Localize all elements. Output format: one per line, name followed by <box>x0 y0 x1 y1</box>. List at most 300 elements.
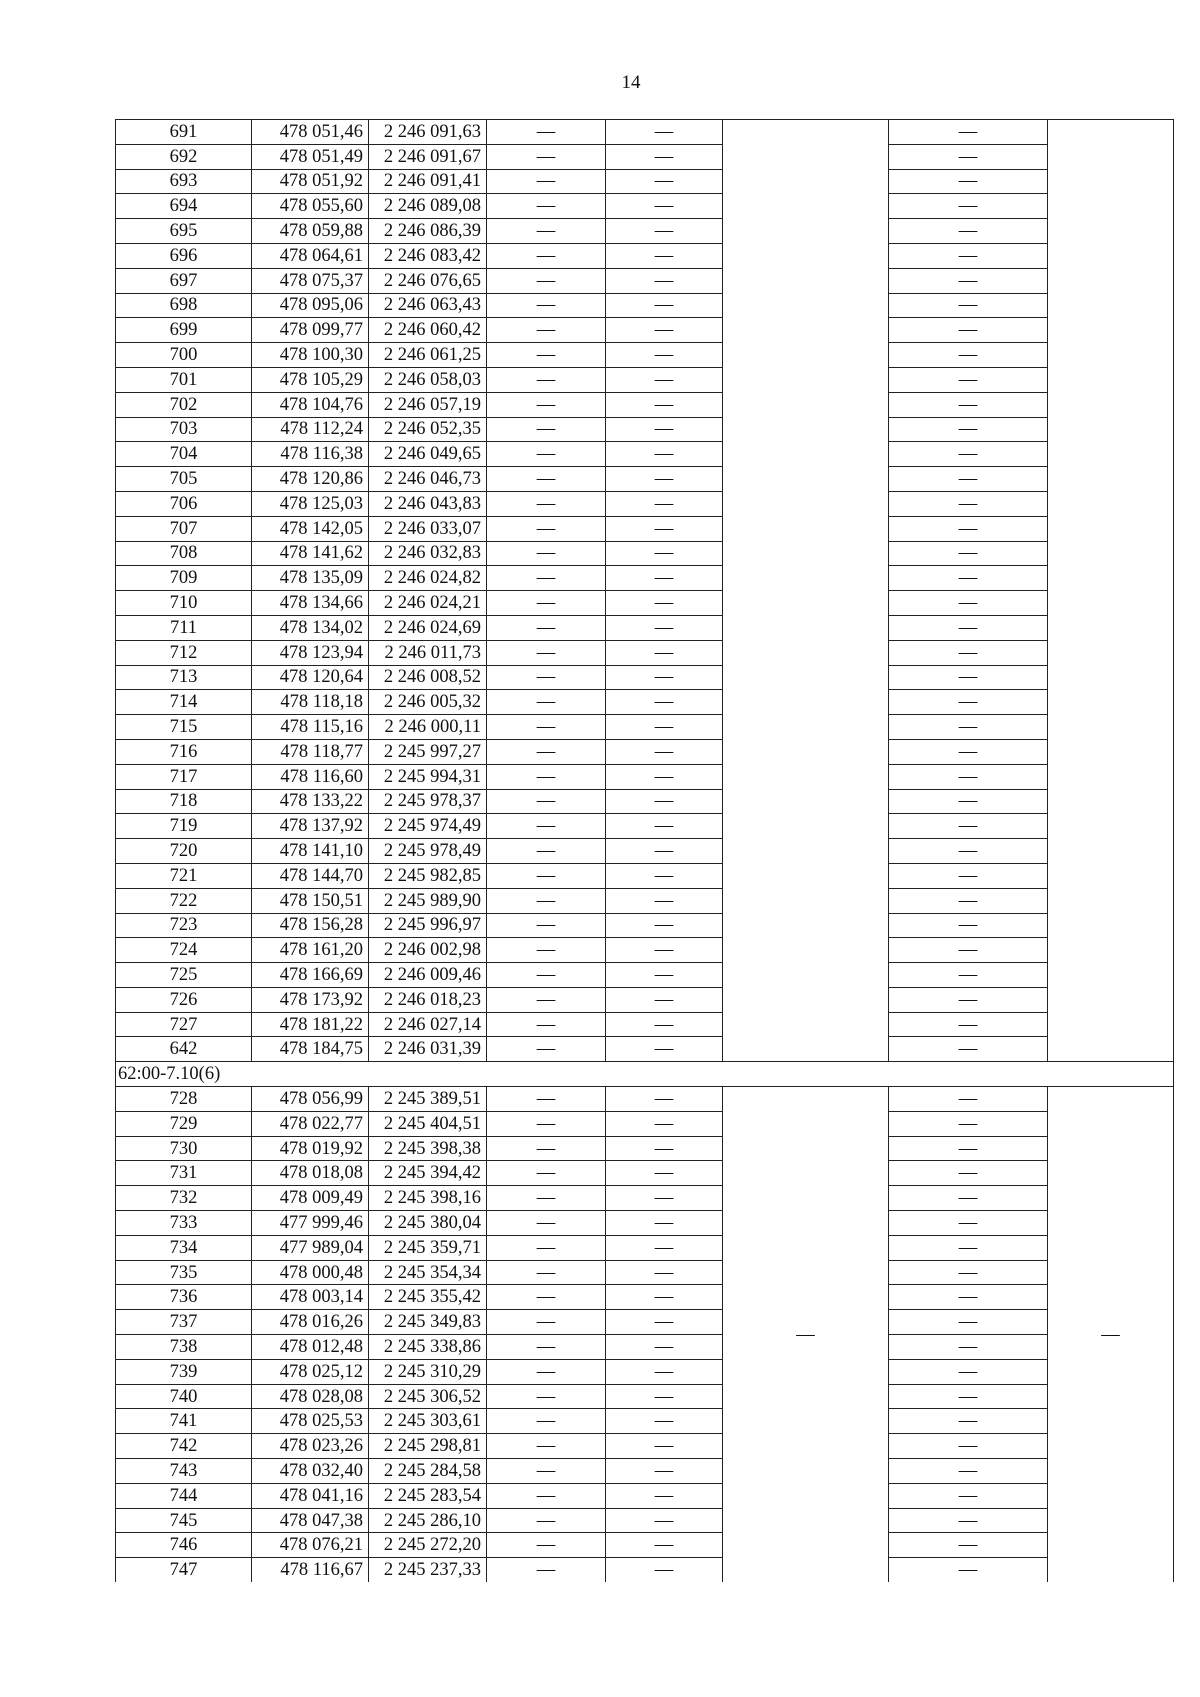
point-number-cell: 714 <box>116 690 252 715</box>
point-number-cell: 698 <box>116 293 252 318</box>
table-row <box>116 591 1174 616</box>
dash-cell: — <box>889 690 1048 715</box>
dash-cell: — <box>487 442 606 467</box>
x-coordinate-cell: 478 016,26 <box>252 1310 369 1335</box>
dash-cell: — <box>487 1310 606 1335</box>
dash-cell: — <box>487 839 606 864</box>
dash-cell: — <box>606 194 723 219</box>
point-number-cell: 716 <box>116 739 252 764</box>
point-number-cell: 708 <box>116 541 252 566</box>
y-coordinate-cell: 2 246 049,65 <box>369 442 487 467</box>
dash-cell: — <box>487 243 606 268</box>
point-number-cell: 693 <box>116 169 252 194</box>
y-coordinate-cell: 2 245 982,85 <box>369 863 487 888</box>
point-number-cell: 702 <box>116 392 252 417</box>
point-number-cell: 721 <box>116 863 252 888</box>
table-row <box>116 1558 1174 1582</box>
dash-cell: — <box>889 1037 1048 1062</box>
dash-cell: — <box>487 1161 606 1186</box>
point-number-cell: 696 <box>116 243 252 268</box>
dash-cell: — <box>487 938 606 963</box>
dash-cell: — <box>487 367 606 392</box>
y-coordinate-cell: 2 245 283,54 <box>369 1483 487 1508</box>
y-coordinate-cell: 2 245 286,10 <box>369 1508 487 1533</box>
table-row <box>116 1434 1174 1459</box>
dash-cell: — <box>606 516 723 541</box>
point-number-cell: 743 <box>116 1459 252 1484</box>
point-number-cell: 700 <box>116 343 252 368</box>
dash-cell: — <box>487 690 606 715</box>
table-row <box>116 491 1174 516</box>
dash-cell: — <box>889 1012 1048 1037</box>
x-coordinate-cell: 478 161,20 <box>252 938 369 963</box>
dash-cell: — <box>889 591 1048 616</box>
dash-cell: — <box>606 1260 723 1285</box>
dash-cell: — <box>487 913 606 938</box>
table-row <box>116 888 1174 913</box>
y-coordinate-cell: 2 246 083,42 <box>369 243 487 268</box>
table-row <box>116 144 1174 169</box>
dash-cell: — <box>487 987 606 1012</box>
table-row <box>116 1310 1174 1335</box>
dash-cell: — <box>487 516 606 541</box>
dash-cell: — <box>606 1012 723 1037</box>
dash-cell: — <box>889 1136 1048 1161</box>
y-coordinate-cell: 2 245 398,16 <box>369 1186 487 1211</box>
dash-cell: — <box>889 987 1048 1012</box>
dash-cell: — <box>606 814 723 839</box>
x-coordinate-cell: 478 166,69 <box>252 963 369 988</box>
dash-cell: — <box>487 739 606 764</box>
table-row <box>116 1384 1174 1409</box>
dash-cell: — <box>889 615 1048 640</box>
y-coordinate-cell: 2 245 398,38 <box>369 1136 487 1161</box>
dash-cell: — <box>606 1235 723 1260</box>
y-coordinate-cell: 2 245 355,42 <box>369 1285 487 1310</box>
x-coordinate-cell: 478 022,77 <box>252 1111 369 1136</box>
dash-cell: — <box>487 268 606 293</box>
point-number-cell: 709 <box>116 566 252 591</box>
x-coordinate-cell: 478 012,48 <box>252 1335 369 1360</box>
table-row <box>116 1136 1174 1161</box>
dash-cell: — <box>889 392 1048 417</box>
x-coordinate-cell: 478 025,53 <box>252 1409 369 1434</box>
dash-cell: — <box>606 467 723 492</box>
dash-cell: — <box>606 839 723 864</box>
dash-cell: — <box>487 467 606 492</box>
point-number-cell: 710 <box>116 591 252 616</box>
point-number-cell: 732 <box>116 1186 252 1211</box>
x-coordinate-cell: 478 137,92 <box>252 814 369 839</box>
y-coordinate-cell: 2 246 024,21 <box>369 591 487 616</box>
dash-cell: — <box>889 938 1048 963</box>
table-row <box>116 913 1174 938</box>
point-number-cell: 724 <box>116 938 252 963</box>
dash-cell: — <box>606 863 723 888</box>
point-number-cell: 711 <box>116 615 252 640</box>
dash-cell: — <box>606 169 723 194</box>
y-coordinate-cell: 2 245 394,42 <box>369 1161 487 1186</box>
dash-cell: — <box>889 1384 1048 1409</box>
y-coordinate-cell: 2 246 009,46 <box>369 963 487 988</box>
point-number-cell: 642 <box>116 1037 252 1062</box>
point-number-cell: 695 <box>116 219 252 244</box>
dash-cell: — <box>487 1434 606 1459</box>
table-row <box>116 1235 1174 1260</box>
x-coordinate-cell: 478 118,77 <box>252 739 369 764</box>
table-row <box>116 169 1174 194</box>
x-coordinate-cell: 478 003,14 <box>252 1285 369 1310</box>
dash-cell: — <box>487 789 606 814</box>
x-coordinate-cell: 478 144,70 <box>252 863 369 888</box>
x-coordinate-cell: 478 116,60 <box>252 764 369 789</box>
point-number-cell: 706 <box>116 491 252 516</box>
dash-cell: — <box>606 417 723 442</box>
y-coordinate-cell: 2 246 027,14 <box>369 1012 487 1037</box>
merged-value-cell <box>1048 120 1174 1062</box>
table-row <box>116 1508 1174 1533</box>
x-coordinate-cell: 478 095,06 <box>252 293 369 318</box>
dash-cell: — <box>889 442 1048 467</box>
y-coordinate-cell: 2 246 061,25 <box>369 343 487 368</box>
y-coordinate-cell: 2 246 091,67 <box>369 144 487 169</box>
merged-value-cell: — <box>1048 1087 1174 1582</box>
table-row <box>116 938 1174 963</box>
dash-cell: — <box>606 1186 723 1211</box>
x-coordinate-cell: 478 105,29 <box>252 367 369 392</box>
x-coordinate-cell: 478 115,16 <box>252 715 369 740</box>
x-coordinate-cell: 478 118,18 <box>252 690 369 715</box>
point-number-cell: 691 <box>116 120 252 145</box>
y-coordinate-cell: 2 246 089,08 <box>369 194 487 219</box>
group-label-row <box>116 1062 1174 1087</box>
dash-cell: — <box>487 640 606 665</box>
dash-cell: — <box>487 120 606 145</box>
dash-cell: — <box>889 243 1048 268</box>
dash-cell: — <box>606 789 723 814</box>
dash-cell: — <box>606 392 723 417</box>
x-coordinate-cell: 478 028,08 <box>252 1384 369 1409</box>
dash-cell: — <box>889 1161 1048 1186</box>
dash-cell: — <box>606 690 723 715</box>
point-number-cell: 697 <box>116 268 252 293</box>
y-coordinate-cell: 2 246 024,82 <box>369 566 487 591</box>
dash-cell: — <box>889 194 1048 219</box>
x-coordinate-cell: 478 150,51 <box>252 888 369 913</box>
dash-cell: — <box>606 1136 723 1161</box>
point-number-cell: 727 <box>116 1012 252 1037</box>
x-coordinate-cell: 478 056,99 <box>252 1087 369 1112</box>
dash-cell: — <box>889 789 1048 814</box>
dash-cell: — <box>889 1260 1048 1285</box>
dash-cell: — <box>487 1508 606 1533</box>
dash-cell: — <box>606 739 723 764</box>
point-number-cell: 705 <box>116 467 252 492</box>
dash-cell: — <box>606 938 723 963</box>
dash-cell: — <box>606 591 723 616</box>
table-row <box>116 1087 1174 1112</box>
dash-cell: — <box>889 566 1048 591</box>
point-number-cell: 692 <box>116 144 252 169</box>
dash-cell: — <box>487 566 606 591</box>
point-number-cell: 731 <box>116 1161 252 1186</box>
y-coordinate-cell: 2 246 008,52 <box>369 665 487 690</box>
x-coordinate-cell: 478 104,76 <box>252 392 369 417</box>
dash-cell: — <box>606 1508 723 1533</box>
dash-cell: — <box>606 1359 723 1384</box>
x-coordinate-cell: 478 019,92 <box>252 1136 369 1161</box>
table-row <box>116 1459 1174 1484</box>
point-number-cell: 722 <box>116 888 252 913</box>
x-coordinate-cell: 478 116,38 <box>252 442 369 467</box>
table-row <box>116 293 1174 318</box>
point-number-cell: 729 <box>116 1111 252 1136</box>
y-coordinate-cell: 2 246 032,83 <box>369 541 487 566</box>
y-coordinate-cell: 2 245 404,51 <box>369 1111 487 1136</box>
dash-cell: — <box>889 1533 1048 1558</box>
x-coordinate-cell: 478 041,16 <box>252 1483 369 1508</box>
y-coordinate-cell: 2 245 996,97 <box>369 913 487 938</box>
dash-cell: — <box>889 1285 1048 1310</box>
dash-cell: — <box>487 144 606 169</box>
table-row <box>116 839 1174 864</box>
dash-cell: — <box>889 1459 1048 1484</box>
dash-cell: — <box>487 541 606 566</box>
dash-cell: — <box>487 963 606 988</box>
dash-cell: — <box>889 169 1048 194</box>
dash-cell: — <box>606 1285 723 1310</box>
table-row <box>116 814 1174 839</box>
y-coordinate-cell: 2 245 354,34 <box>369 1260 487 1285</box>
dash-cell: — <box>606 243 723 268</box>
dash-cell: — <box>889 1359 1048 1384</box>
x-coordinate-cell: 478 055,60 <box>252 194 369 219</box>
dash-cell: — <box>487 863 606 888</box>
dash-cell: — <box>487 1558 606 1582</box>
dash-cell: — <box>889 268 1048 293</box>
dash-cell: — <box>487 1285 606 1310</box>
x-coordinate-cell: 478 025,12 <box>252 1359 369 1384</box>
y-coordinate-cell: 2 245 237,33 <box>369 1558 487 1582</box>
dash-cell: — <box>606 541 723 566</box>
point-number-cell: 728 <box>116 1087 252 1112</box>
point-number-cell: 719 <box>116 814 252 839</box>
point-number-cell: 742 <box>116 1434 252 1459</box>
dash-cell: — <box>606 1335 723 1360</box>
dash-cell: — <box>606 987 723 1012</box>
dash-cell: — <box>487 665 606 690</box>
table-row <box>116 343 1174 368</box>
dash-cell: — <box>606 615 723 640</box>
dash-cell: — <box>889 839 1048 864</box>
dash-cell: — <box>487 491 606 516</box>
point-number-cell: 734 <box>116 1235 252 1260</box>
dash-cell: — <box>889 318 1048 343</box>
dash-cell: — <box>606 1087 723 1112</box>
table-row <box>116 1037 1174 1062</box>
point-number-cell: 701 <box>116 367 252 392</box>
dash-cell: — <box>606 343 723 368</box>
dash-cell: — <box>606 1161 723 1186</box>
dash-cell: — <box>487 615 606 640</box>
dash-cell: — <box>606 1459 723 1484</box>
dash-cell: — <box>606 120 723 145</box>
table-row <box>116 963 1174 988</box>
dash-cell: — <box>606 665 723 690</box>
table-row <box>116 987 1174 1012</box>
dash-cell: — <box>606 1111 723 1136</box>
x-coordinate-cell: 478 116,67 <box>252 1558 369 1582</box>
table-row <box>116 1483 1174 1508</box>
x-coordinate-cell: 477 989,04 <box>252 1235 369 1260</box>
dash-cell: — <box>487 814 606 839</box>
point-number-cell: 713 <box>116 665 252 690</box>
table-row <box>116 1285 1174 1310</box>
dash-cell: — <box>487 1409 606 1434</box>
dash-cell: — <box>606 566 723 591</box>
x-coordinate-cell: 478 156,28 <box>252 913 369 938</box>
y-coordinate-cell: 2 246 005,32 <box>369 690 487 715</box>
dash-cell: — <box>889 963 1048 988</box>
x-coordinate-cell: 478 134,66 <box>252 591 369 616</box>
point-number-cell: 718 <box>116 789 252 814</box>
y-coordinate-cell: 2 245 349,83 <box>369 1310 487 1335</box>
dash-cell: — <box>487 1384 606 1409</box>
dash-cell: — <box>889 1409 1048 1434</box>
y-coordinate-cell: 2 245 994,31 <box>369 764 487 789</box>
y-coordinate-cell: 2 246 063,43 <box>369 293 487 318</box>
dash-cell: — <box>606 1483 723 1508</box>
dash-cell: — <box>606 888 723 913</box>
dash-cell: — <box>889 219 1048 244</box>
table-row <box>116 789 1174 814</box>
y-coordinate-cell: 2 246 031,39 <box>369 1037 487 1062</box>
table-row <box>116 690 1174 715</box>
dash-cell: — <box>889 863 1048 888</box>
dash-cell: — <box>889 1310 1048 1335</box>
y-coordinate-cell: 2 246 086,39 <box>369 219 487 244</box>
point-number-cell: 735 <box>116 1260 252 1285</box>
dash-cell: — <box>606 1211 723 1236</box>
x-coordinate-cell: 478 075,37 <box>252 268 369 293</box>
dash-cell: — <box>606 1384 723 1409</box>
dash-cell: — <box>889 913 1048 938</box>
y-coordinate-cell: 2 245 978,49 <box>369 839 487 864</box>
dash-cell: — <box>487 1483 606 1508</box>
table-row <box>116 1012 1174 1037</box>
point-number-cell: 720 <box>116 839 252 864</box>
x-coordinate-cell: 478 112,24 <box>252 417 369 442</box>
table-row <box>116 467 1174 492</box>
point-number-cell: 730 <box>116 1136 252 1161</box>
point-number-cell: 694 <box>116 194 252 219</box>
x-coordinate-cell: 478 047,38 <box>252 1508 369 1533</box>
x-coordinate-cell: 478 018,08 <box>252 1161 369 1186</box>
dash-cell: — <box>889 144 1048 169</box>
dash-cell: — <box>889 467 1048 492</box>
coordinates-table <box>115 119 1174 1582</box>
table-row <box>116 615 1174 640</box>
y-coordinate-cell: 2 245 303,61 <box>369 1409 487 1434</box>
x-coordinate-cell: 478 141,62 <box>252 541 369 566</box>
y-coordinate-cell: 2 246 000,11 <box>369 715 487 740</box>
dash-cell: — <box>889 367 1048 392</box>
table-row <box>116 243 1174 268</box>
point-number-cell: 738 <box>116 1335 252 1360</box>
point-number-cell: 725 <box>116 963 252 988</box>
y-coordinate-cell: 2 245 338,86 <box>369 1335 487 1360</box>
point-number-cell: 745 <box>116 1508 252 1533</box>
x-coordinate-cell: 478 051,49 <box>252 144 369 169</box>
table-row <box>116 715 1174 740</box>
table-row <box>116 516 1174 541</box>
y-coordinate-cell: 2 245 284,58 <box>369 1459 487 1484</box>
x-coordinate-cell: 478 181,22 <box>252 1012 369 1037</box>
point-number-cell: 723 <box>116 913 252 938</box>
y-coordinate-cell: 2 246 058,03 <box>369 367 487 392</box>
point-number-cell: 739 <box>116 1359 252 1384</box>
y-coordinate-cell: 2 245 989,90 <box>369 888 487 913</box>
x-coordinate-cell: 478 009,49 <box>252 1186 369 1211</box>
dash-cell: — <box>606 715 723 740</box>
point-number-cell: 726 <box>116 987 252 1012</box>
dash-cell: — <box>606 913 723 938</box>
y-coordinate-cell: 2 246 002,98 <box>369 938 487 963</box>
merged-value-cell: — <box>723 1087 889 1582</box>
x-coordinate-cell: 478 133,22 <box>252 789 369 814</box>
point-number-cell: 746 <box>116 1533 252 1558</box>
y-coordinate-cell: 2 246 052,35 <box>369 417 487 442</box>
dash-cell: — <box>889 764 1048 789</box>
dash-cell: — <box>487 1260 606 1285</box>
dash-cell: — <box>889 293 1048 318</box>
x-coordinate-cell: 478 123,94 <box>252 640 369 665</box>
dash-cell: — <box>487 194 606 219</box>
dash-cell: — <box>889 1434 1048 1459</box>
y-coordinate-cell: 2 246 060,42 <box>369 318 487 343</box>
dash-cell: — <box>487 392 606 417</box>
dash-cell: — <box>487 1186 606 1211</box>
dash-cell: — <box>606 1533 723 1558</box>
table-row <box>116 1186 1174 1211</box>
dash-cell: — <box>487 1136 606 1161</box>
y-coordinate-cell: 2 246 091,41 <box>369 169 487 194</box>
x-coordinate-cell: 478 000,48 <box>252 1260 369 1285</box>
y-coordinate-cell: 2 245 997,27 <box>369 739 487 764</box>
page-number: 14 <box>621 72 641 93</box>
y-coordinate-cell: 2 245 306,52 <box>369 1384 487 1409</box>
dash-cell: — <box>606 1037 723 1062</box>
point-number-cell: 733 <box>116 1211 252 1236</box>
table-row <box>116 863 1174 888</box>
dash-cell: — <box>606 491 723 516</box>
y-coordinate-cell: 2 246 043,83 <box>369 491 487 516</box>
dash-cell: — <box>889 417 1048 442</box>
point-number-cell: 744 <box>116 1483 252 1508</box>
point-number-cell: 737 <box>116 1310 252 1335</box>
y-coordinate-cell: 2 245 978,37 <box>369 789 487 814</box>
y-coordinate-cell: 2 246 011,73 <box>369 640 487 665</box>
table-row <box>116 1211 1174 1236</box>
dash-cell: — <box>487 1012 606 1037</box>
point-number-cell: 699 <box>116 318 252 343</box>
dash-cell: — <box>487 343 606 368</box>
dash-cell: — <box>889 1186 1048 1211</box>
dash-cell: — <box>889 665 1048 690</box>
x-coordinate-cell: 478 184,75 <box>252 1037 369 1062</box>
dash-cell: — <box>487 888 606 913</box>
x-coordinate-cell: 478 076,21 <box>252 1533 369 1558</box>
